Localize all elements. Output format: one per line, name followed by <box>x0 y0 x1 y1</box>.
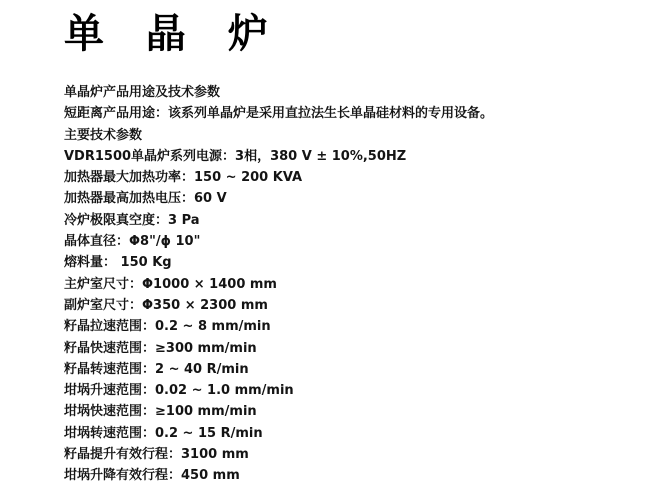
spec-ultimate-vacuum: 冷炉极限真空度：3 Pa <box>64 212 200 228</box>
product-usage-line: 短距离产品用途：该系列单晶炉是采用直拉法生长单晶硅材料的专用设备。 <box>64 106 494 122</box>
spec-seed-fast-speed: 籽晶快速范围：≥300 mm/min <box>64 340 257 356</box>
spec-max-heating-power: 加热器最大加热功率：150 ~ 200 KVA <box>64 170 303 186</box>
spec-list <box>64 82 642 487</box>
heading-usage-and-specs: 单晶炉产品用途及技术参数 <box>64 85 221 100</box>
spec-seed-pull-speed: 籽晶拉速范围：0.2 ~ 8 mm/min <box>64 319 271 335</box>
heading-main-specs: 主要技术参数 <box>64 127 143 143</box>
spec-main-chamber-size: 主炉室尺寸：Φ1000 × 1400 mm <box>64 276 277 292</box>
page-title: 单 晶 炉 <box>64 10 282 57</box>
spec-seed-lift-stroke: 籽晶提升有效行程：3100 mm <box>64 447 249 463</box>
spec-seed-rotation: 籽晶转速范围：2 ~ 40 R/min <box>64 361 249 377</box>
spec-crucible-rotation: 坩埚转速范围：0.2 ~ 15 R/min <box>64 425 263 441</box>
spec-sub-chamber-size: 副炉室尺寸：Φ350 × 2300 mm <box>64 297 268 313</box>
spec-crystal-diameter: 晶体直径：Φ8"/ϕ 10" <box>64 234 201 250</box>
spec-power-supply: VDR1500单晶炉系列电源：3相，380 V ± 10%,50HZ <box>64 148 407 164</box>
spec-melt-charge: 熔料量： 150 Kg <box>64 255 172 271</box>
spec-crucible-lift-speed: 坩埚升速范围：0.02 ~ 1.0 mm/min <box>64 383 294 399</box>
spec-crucible-fast-speed: 坩埚快速范围：≥100 mm/min <box>64 404 257 420</box>
spec-crucible-lift-stroke: 坩埚升降有效行程：450 mm <box>64 468 240 484</box>
spec-max-heating-voltage: 加热器最高加热电压：60 V <box>64 191 227 207</box>
